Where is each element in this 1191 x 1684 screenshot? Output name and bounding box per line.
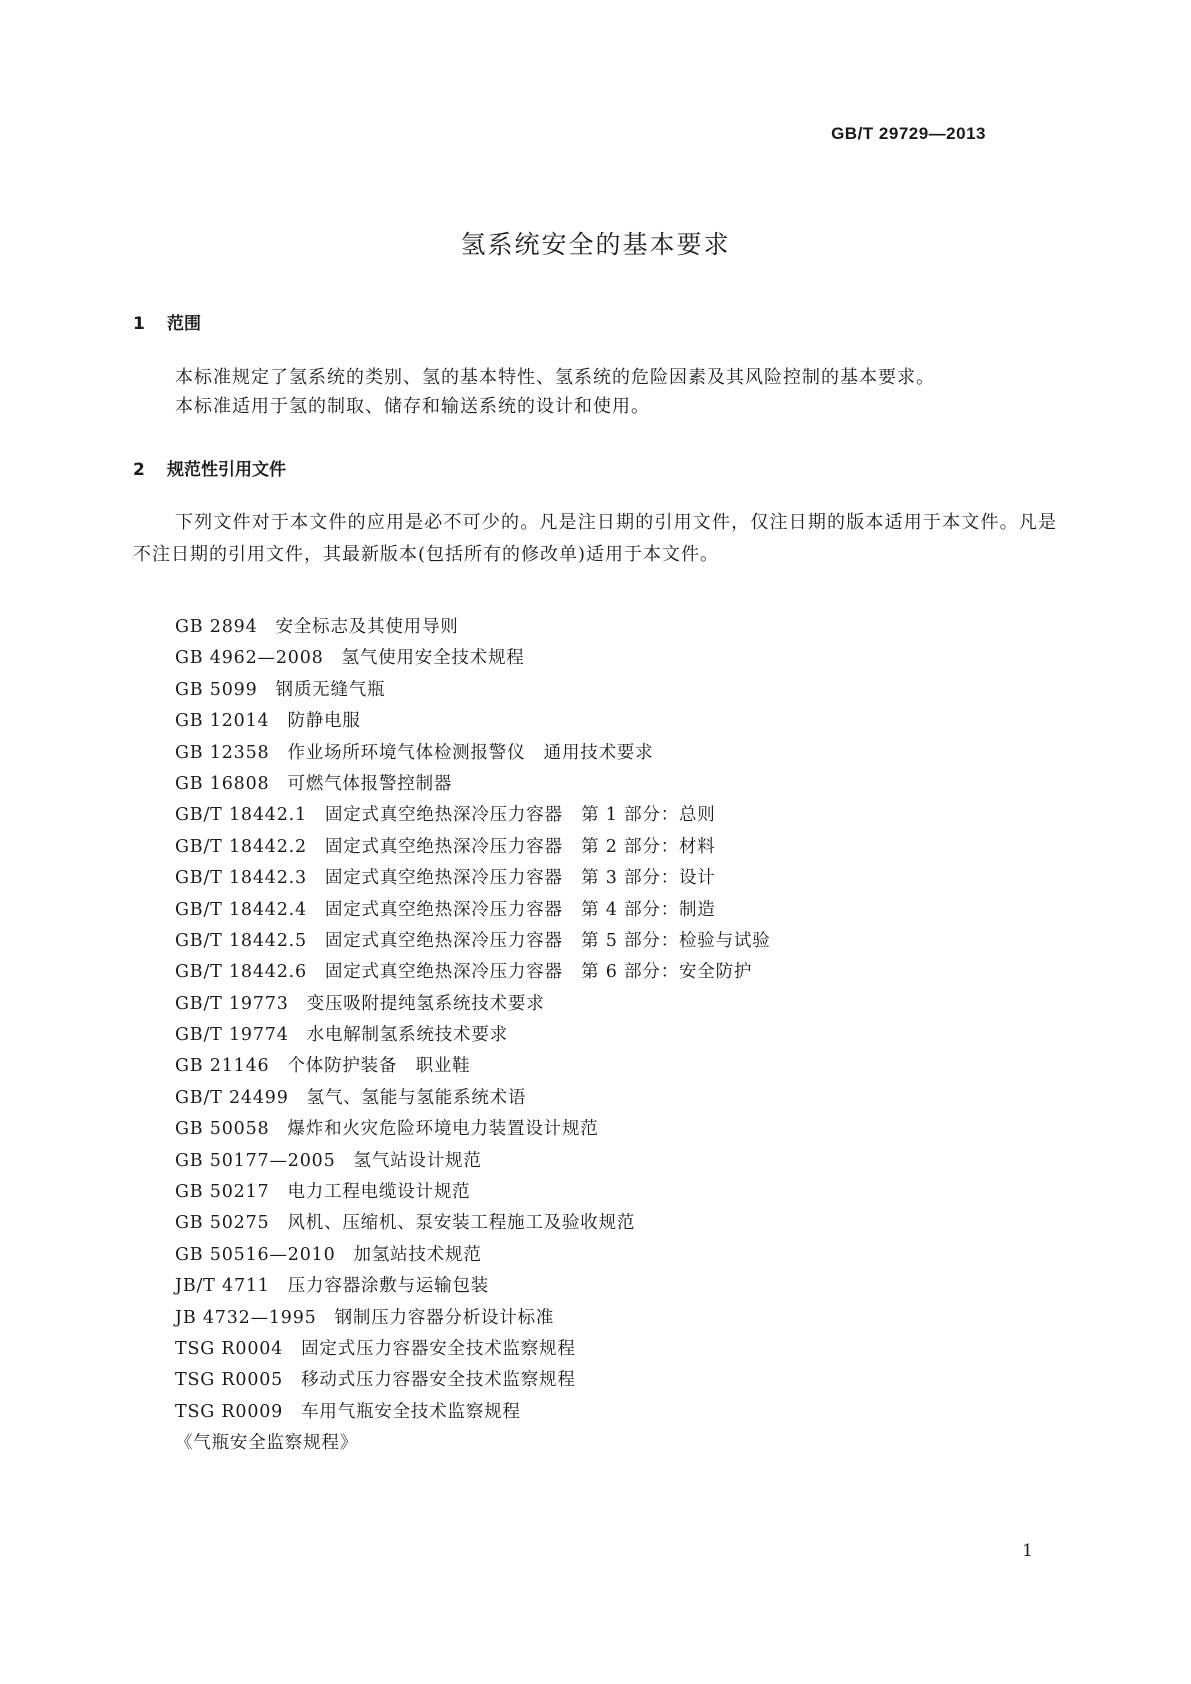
reference-item <box>175 1365 771 1396</box>
reference-item <box>175 1208 771 1239</box>
reference-title: 固定式真空绝热深冷压力容器 第 4 部分：制造 <box>324 899 716 920</box>
reference-title: 氢气站设计规范 <box>353 1150 482 1171</box>
reference-title: 氢气使用安全技术规程 <box>341 648 525 669</box>
reference-title: 电力工程电缆设计规范 <box>287 1182 471 1203</box>
reference-code: GB 4962—2008 <box>175 648 324 669</box>
reference-item <box>175 957 771 988</box>
section-1-paragraph-2: 本标准适用于氢的制取、储存和输送系统的设计和使用。 <box>175 396 650 417</box>
section-title: 规范性引用文件 <box>167 460 286 480</box>
reference-item <box>175 1051 771 1082</box>
reference-title: 安全标志及其使用导则 <box>275 617 459 637</box>
reference-code: GB/T 18442.2 <box>175 836 307 857</box>
section-1-heading <box>133 309 201 334</box>
reference-code: GB/T 18442.5 <box>175 930 307 951</box>
reference-item <box>175 895 771 926</box>
section-number: 2 <box>133 460 145 480</box>
reference-item <box>175 800 771 831</box>
reference-title: 压力容器涂敷与运输包装 <box>287 1276 490 1297</box>
reference-item <box>175 706 771 737</box>
reference-item <box>175 1020 771 1051</box>
reference-item <box>175 1114 771 1145</box>
reference-code: GB/T 19773 <box>175 993 289 1014</box>
reference-item <box>175 989 771 1020</box>
reference-code: TSG R0004 <box>175 1338 284 1359</box>
reference-item <box>175 738 771 769</box>
section-title: 范围 <box>167 314 201 334</box>
reference-code: GB 5099 <box>175 679 258 700</box>
reference-code: GB/T 18442.3 <box>175 868 307 889</box>
reference-code: GB 50275 <box>175 1213 270 1234</box>
reference-code: GB 12014 <box>175 711 270 732</box>
reference-item <box>175 1146 771 1177</box>
reference-title: 固定式压力容器安全技术监察规程 <box>301 1338 576 1359</box>
reference-item <box>175 1240 771 1271</box>
reference-code: GB/T 19774 <box>175 1025 289 1046</box>
reference-item <box>175 769 771 800</box>
reference-item <box>175 1428 771 1459</box>
reference-code: GB 50217 <box>175 1182 270 1203</box>
reference-code: JB/T 4711 <box>175 1276 270 1297</box>
reference-title: 加氢站技术规范 <box>353 1244 482 1265</box>
reference-code: GB 50177—2005 <box>175 1150 336 1171</box>
reference-title: 可燃气体报警控制器 <box>287 773 453 794</box>
reference-item <box>175 1083 771 1114</box>
reference-title: 水电解制氢系统技术要求 <box>306 1025 508 1046</box>
reference-title: 钢制压力容器分析设计标准 <box>334 1307 555 1328</box>
reference-title: 固定式真空绝热深冷压力容器 第 6 部分：安全防护 <box>324 962 753 983</box>
reference-title: 《气瓶安全监察规程》 <box>175 1433 358 1454</box>
reference-item <box>175 863 771 894</box>
reference-title: 车用气瓶安全技术监察规程 <box>301 1401 521 1422</box>
reference-title: 固定式真空绝热深冷压力容器 第 1 部分：总则 <box>324 805 716 826</box>
reference-code: GB 21146 <box>175 1056 270 1077</box>
reference-item <box>175 1177 771 1208</box>
reference-code: GB 50058 <box>175 1119 270 1140</box>
reference-item <box>175 832 771 863</box>
section-2-heading <box>133 455 286 480</box>
reference-title: 风机、压缩机、泵安装工程施工及验收规范 <box>287 1213 636 1234</box>
reference-item <box>175 612 771 643</box>
reference-item <box>175 1334 771 1365</box>
reference-title: 固定式真空绝热深冷压力容器 第 5 部分：检验与试验 <box>324 930 771 951</box>
reference-code: GB 50516—2010 <box>175 1244 336 1265</box>
reference-item <box>175 926 771 957</box>
reference-title: 作业场所环境气体检测报警仪 通用技术要求 <box>287 742 654 763</box>
reference-code: TSG R0009 <box>175 1401 284 1422</box>
normative-references-list <box>175 612 771 1460</box>
section-number: 1 <box>133 314 145 334</box>
section-2-paragraph-1: 下列文件对于本文件的应用是必不可少的。凡是注日期的引用文件，仅注日期的版本适用于本文件。凡是不注日期的引用文件，其最新版本(包括所有的修改单)适用于本文件。 <box>133 512 1057 565</box>
reference-code: GB 2894 <box>175 617 258 637</box>
reference-code: GB 12358 <box>175 742 270 763</box>
reference-title: 固定式真空绝热深冷压力容器 第 2 部分：材料 <box>324 836 716 857</box>
reference-title: 固定式真空绝热深冷压力容器 第 3 部分：设计 <box>324 868 716 889</box>
reference-item <box>175 1397 771 1428</box>
reference-title: 氢气、氢能与氢能系统术语 <box>306 1087 527 1108</box>
reference-code: GB/T 18442.1 <box>175 805 307 826</box>
reference-item <box>175 643 771 674</box>
standard-code: GB/T 29729—2013 <box>831 124 986 143</box>
reference-code: GB/T 18442.6 <box>175 962 307 983</box>
reference-title: 移动式压力容器安全技术监察规程 <box>301 1370 576 1391</box>
reference-code: GB/T 18442.4 <box>175 899 307 920</box>
page-number: 1 <box>1022 1541 1033 1561</box>
reference-item <box>175 675 771 706</box>
reference-item <box>175 1303 771 1334</box>
reference-code: GB/T 24499 <box>175 1087 289 1108</box>
document-title: 氢系统安全的基本要求 <box>460 230 731 259</box>
reference-title: 变压吸附提纯氢系统技术要求 <box>306 993 545 1014</box>
reference-code: JB 4732—1995 <box>175 1307 317 1328</box>
reference-title: 个体防护装备 职业鞋 <box>287 1056 471 1077</box>
reference-item <box>175 1271 771 1302</box>
reference-title: 防静电服 <box>287 711 361 732</box>
reference-title: 爆炸和火灾危险环境电力装置设计规范 <box>287 1119 599 1140</box>
reference-title: 钢质无缝气瓶 <box>275 679 386 700</box>
reference-code: GB 16808 <box>175 773 270 794</box>
section-1-paragraph-1: 本标准规定了氢系统的类别、氢的基本特性、氢系统的危险因素及其风险控制的基本要求。 <box>175 367 935 388</box>
reference-code: TSG R0005 <box>175 1370 284 1391</box>
